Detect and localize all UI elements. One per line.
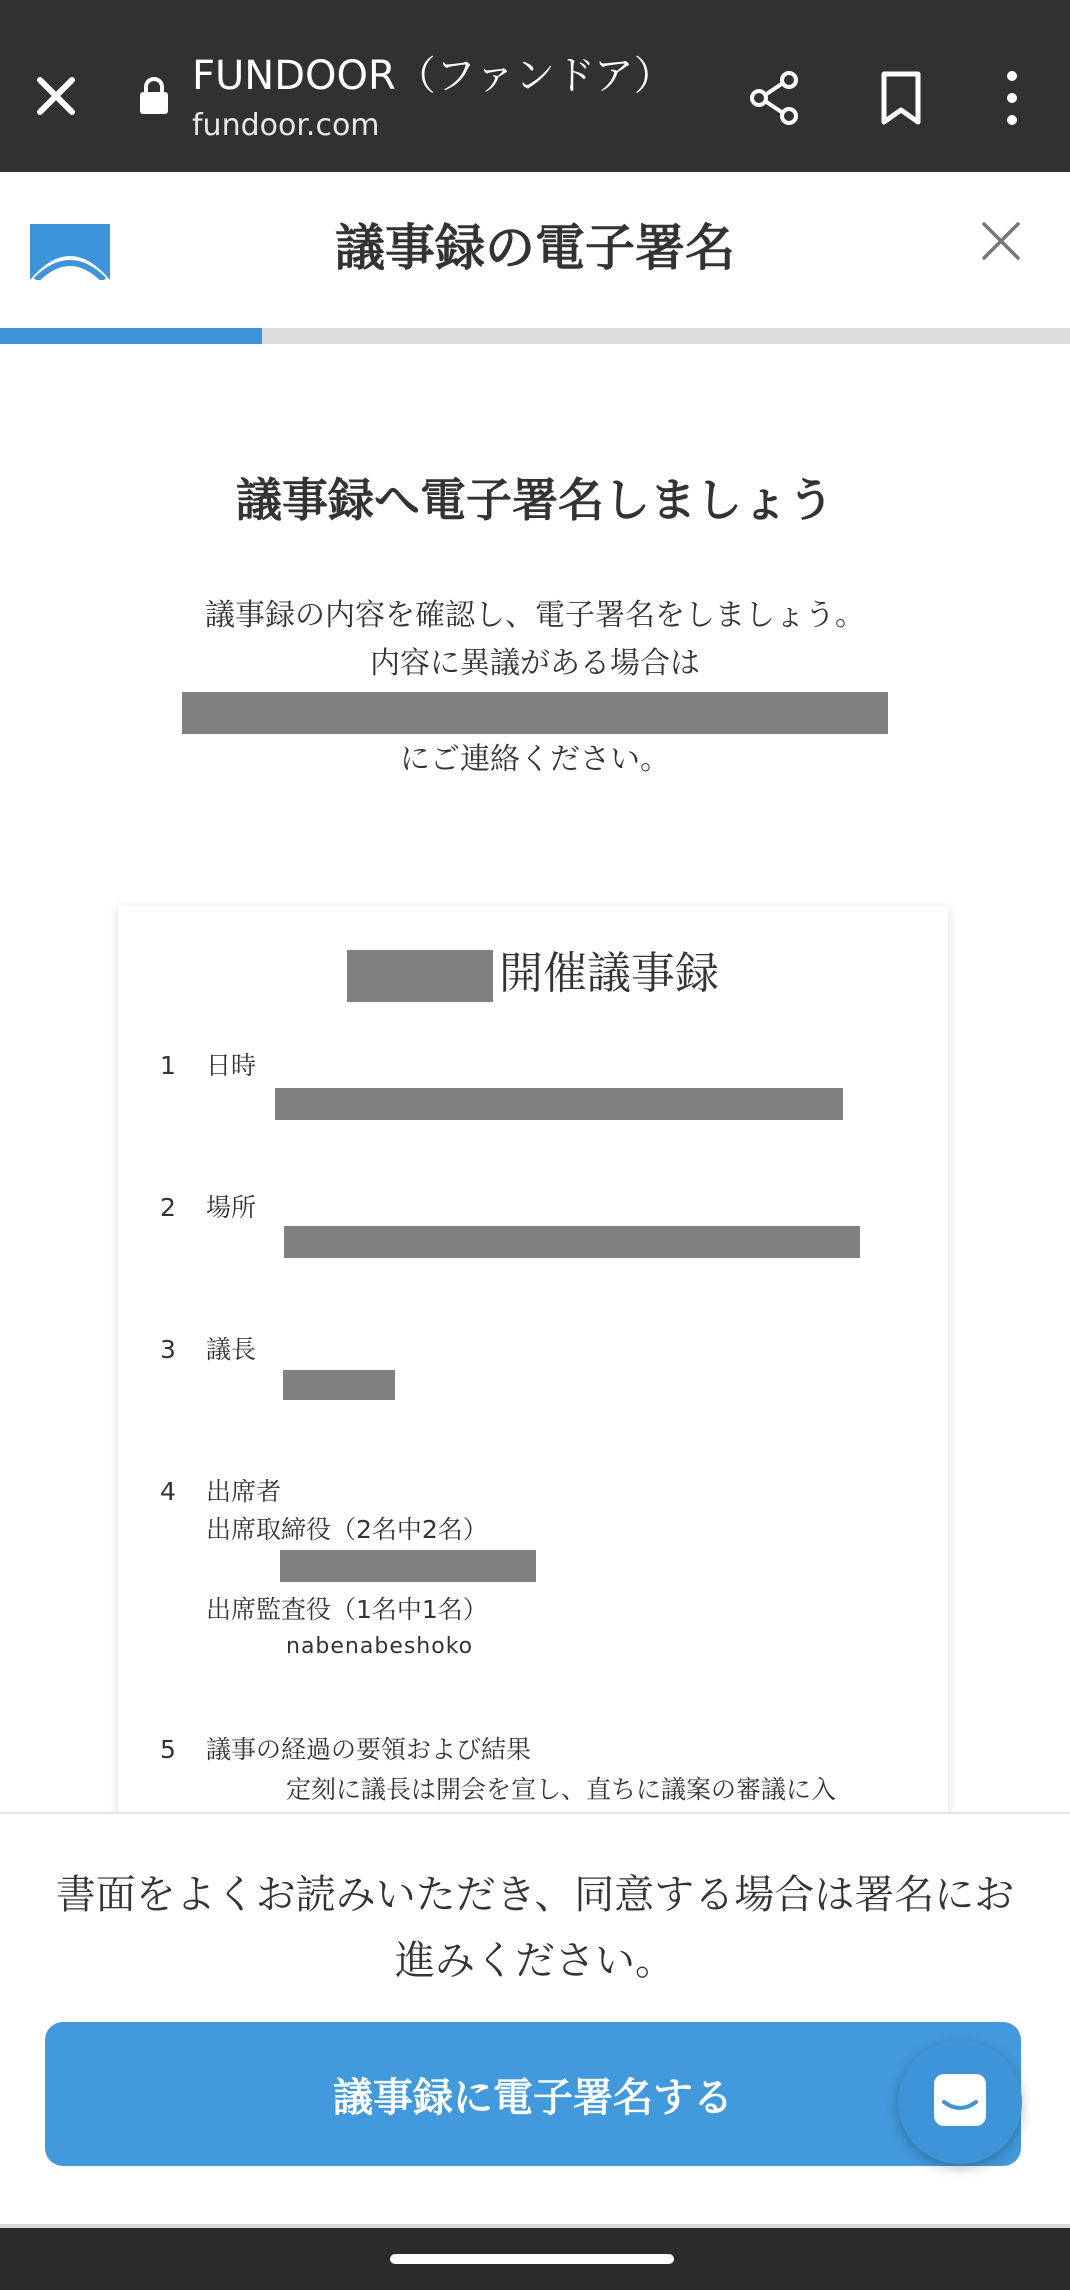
redaction-bar bbox=[284, 1226, 860, 1258]
redaction-bar bbox=[280, 1550, 536, 1582]
app-header bbox=[0, 172, 1070, 328]
minutes-document[interactable] bbox=[118, 906, 948, 1906]
sign-minutes-button[interactable]: 議事録に電子署名する bbox=[45, 2022, 1021, 2166]
section-number: 3 bbox=[160, 1335, 176, 1364]
page-title: FUNDOOR（ファンドア） bbox=[192, 53, 674, 99]
document-title-text: 開催議事録 bbox=[499, 948, 719, 999]
close-icon[interactable] bbox=[28, 68, 84, 124]
section-datetime bbox=[160, 1048, 256, 1084]
section-number: 2 bbox=[160, 1193, 176, 1222]
section-label: 議長 bbox=[206, 1335, 257, 1364]
directors-label: 出席取締役（2名中2名） bbox=[206, 1515, 488, 1544]
section-number: 1 bbox=[160, 1051, 176, 1080]
chat-icon bbox=[898, 2040, 1022, 2164]
section-label: 日時 bbox=[206, 1051, 257, 1080]
lock-icon bbox=[138, 76, 170, 114]
intro-line: にご連絡ください。 bbox=[400, 742, 670, 777]
intro-line: 議事録の内容を確認し、電子署名をしましょう。 bbox=[205, 598, 865, 633]
auditor-name: nabenabeshoko bbox=[286, 1634, 474, 1659]
home-gesture-handle[interactable] bbox=[390, 2254, 674, 2264]
browser-toolbar bbox=[0, 0, 1070, 172]
close-icon[interactable] bbox=[978, 218, 1024, 264]
proceedings-text: 定刻に議長は開会を宣し、直ちに議案の審議に入 bbox=[286, 1775, 837, 1804]
redaction-bar bbox=[182, 692, 888, 734]
intro-line: 内容に異議がある場合は bbox=[370, 646, 700, 681]
intro-text bbox=[0, 592, 1070, 784]
section-place bbox=[160, 1190, 256, 1226]
document-title bbox=[118, 944, 948, 1004]
section-label: 場所 bbox=[206, 1193, 257, 1222]
redaction-bar bbox=[283, 1370, 395, 1400]
url-text[interactable]: fundoor.com bbox=[192, 108, 380, 143]
intro-heading: 議事録へ電子署名しましょう bbox=[236, 473, 834, 527]
section-number: 5 bbox=[160, 1735, 176, 1764]
share-icon[interactable] bbox=[745, 68, 805, 128]
bookmark-icon[interactable] bbox=[876, 70, 926, 126]
redaction-bar bbox=[347, 950, 493, 1002]
section-number: 4 bbox=[160, 1477, 176, 1506]
section-proceedings bbox=[160, 1732, 531, 1768]
progress-fill bbox=[0, 328, 262, 344]
section-chair bbox=[160, 1332, 256, 1368]
header-title: 議事録の電子署名 bbox=[335, 219, 735, 277]
section-attendees bbox=[160, 1474, 281, 1510]
more-vert-icon[interactable] bbox=[994, 68, 1030, 128]
section-label: 出席者 bbox=[206, 1477, 282, 1506]
progress-bar bbox=[0, 328, 1070, 344]
agreement-message: 書面をよくお読みいただき、同意する場合は署名にお進みください。 bbox=[55, 1872, 1015, 1984]
auditors-label: 出席監査役（1名中1名） bbox=[206, 1595, 488, 1624]
section-label: 議事の経過の要領および結果 bbox=[206, 1735, 532, 1764]
redacted-contact bbox=[0, 688, 1070, 736]
system-nav-bar bbox=[0, 2224, 1070, 2290]
redaction-bar bbox=[275, 1088, 843, 1120]
chat-launcher[interactable] bbox=[898, 2040, 1022, 2164]
